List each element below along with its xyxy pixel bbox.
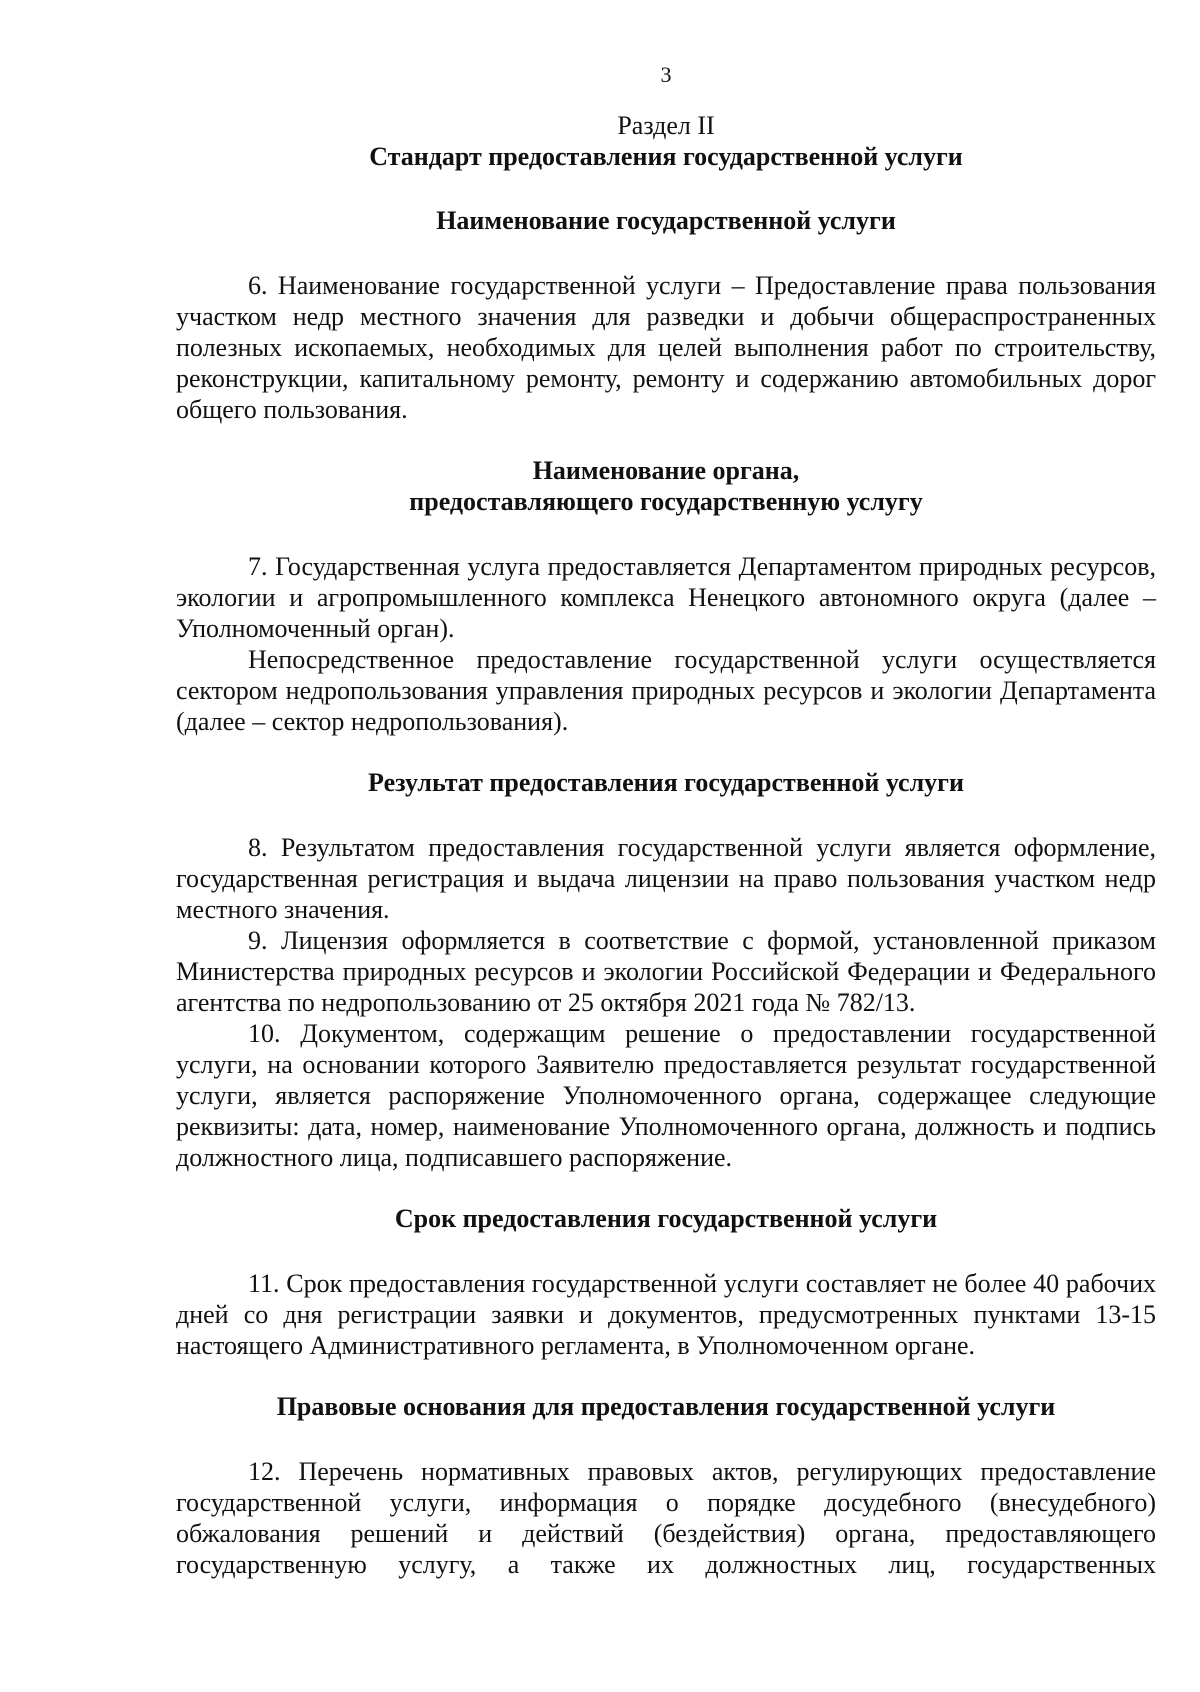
- heading-term: Срок предоставления государственной услуги: [394, 1204, 938, 1233]
- section-title: Стандарт предоставления государственной услуги: [369, 142, 963, 171]
- paragraph-12: 12. Перечень нормативных правовых актов, регулирующих предоставление государственной услуги, информация о порядке досудебного (внесудебного) обжалования решений и действий (бездействия) органа, предоставляющего государственную услугу, а также их должностных лиц, государственных: [176, 1457, 1156, 1579]
- heading-result: Результат предоставления государственной услуги: [368, 768, 964, 797]
- heading-authority-line-2: предоставляющего государственную услугу: [409, 487, 923, 516]
- paragraph-9: 9. Лицензия оформляется в соответствие с формой, установленной приказом Министерства природных ресурсов и экологии Российской Федерации и Федерального агентства по недропользованию от 25 октября 2021 года № 782/13.: [176, 926, 1156, 1017]
- paragraph-6: 6. Наименование государственной услуги – Предоставление права пользования участком недр местного значения для разведки и добычи общераспространенных полезных ископаемых, необходимых для целей выполнения работ по строительству, реконструкции, капитальному ремонту, ремонту и содержанию автомобильных дорог общего пользования.: [176, 271, 1156, 424]
- paragraph-7: 7. Государственная услуга предоставляется Департаментом природных ресурсов, экологии и агропромышленного комплекса Ненецкого автономного округа (далее – Уполномоченный орган).: [176, 552, 1156, 643]
- document-page: [176, 62, 1156, 1580]
- heading-authority: [176, 455, 1156, 517]
- paragraph-8: 8. Результатом предоставления государственной услуги является оформление, государственная регистрация и выдача лицензии на право пользования участком недр местного значения.: [176, 833, 1156, 924]
- paragraph-11: 11. Срок предоставления государственной услуги составляет не более 40 рабочих дней со дня регистрации заявки и документов, предусмотренных пунктами 13-15 настоящего Административного регламента, в Уполномоченном органе.: [176, 1269, 1156, 1360]
- section-label: Раздел II: [617, 111, 715, 140]
- heading-service-name: Наименование государственной услуги: [436, 206, 896, 235]
- paragraph-7-continued: Непосредственное предоставление государственной услуги осуществляется сектором недропользования управления природных ресурсов и экологии Департамента (далее – сектор недропользования).: [176, 645, 1156, 736]
- paragraph-10: 10. Документом, содержащим решение о предоставлении государственной услуги, на основании которого Заявителю предоставляется результат государственной услуги, является распоряжение Уполномоченного органа, содержащее следующие реквизиты: дата, номер, наименование Уполномоченного органа, должность и подпись должностного лица, подписавшего распоряжение.: [176, 1019, 1156, 1172]
- heading-legal-basis: Правовые основания для предоставления государственной услуги: [276, 1392, 1056, 1421]
- page-number: 3: [660, 62, 672, 87]
- heading-authority-line-1: Наименование органа,: [532, 456, 800, 485]
